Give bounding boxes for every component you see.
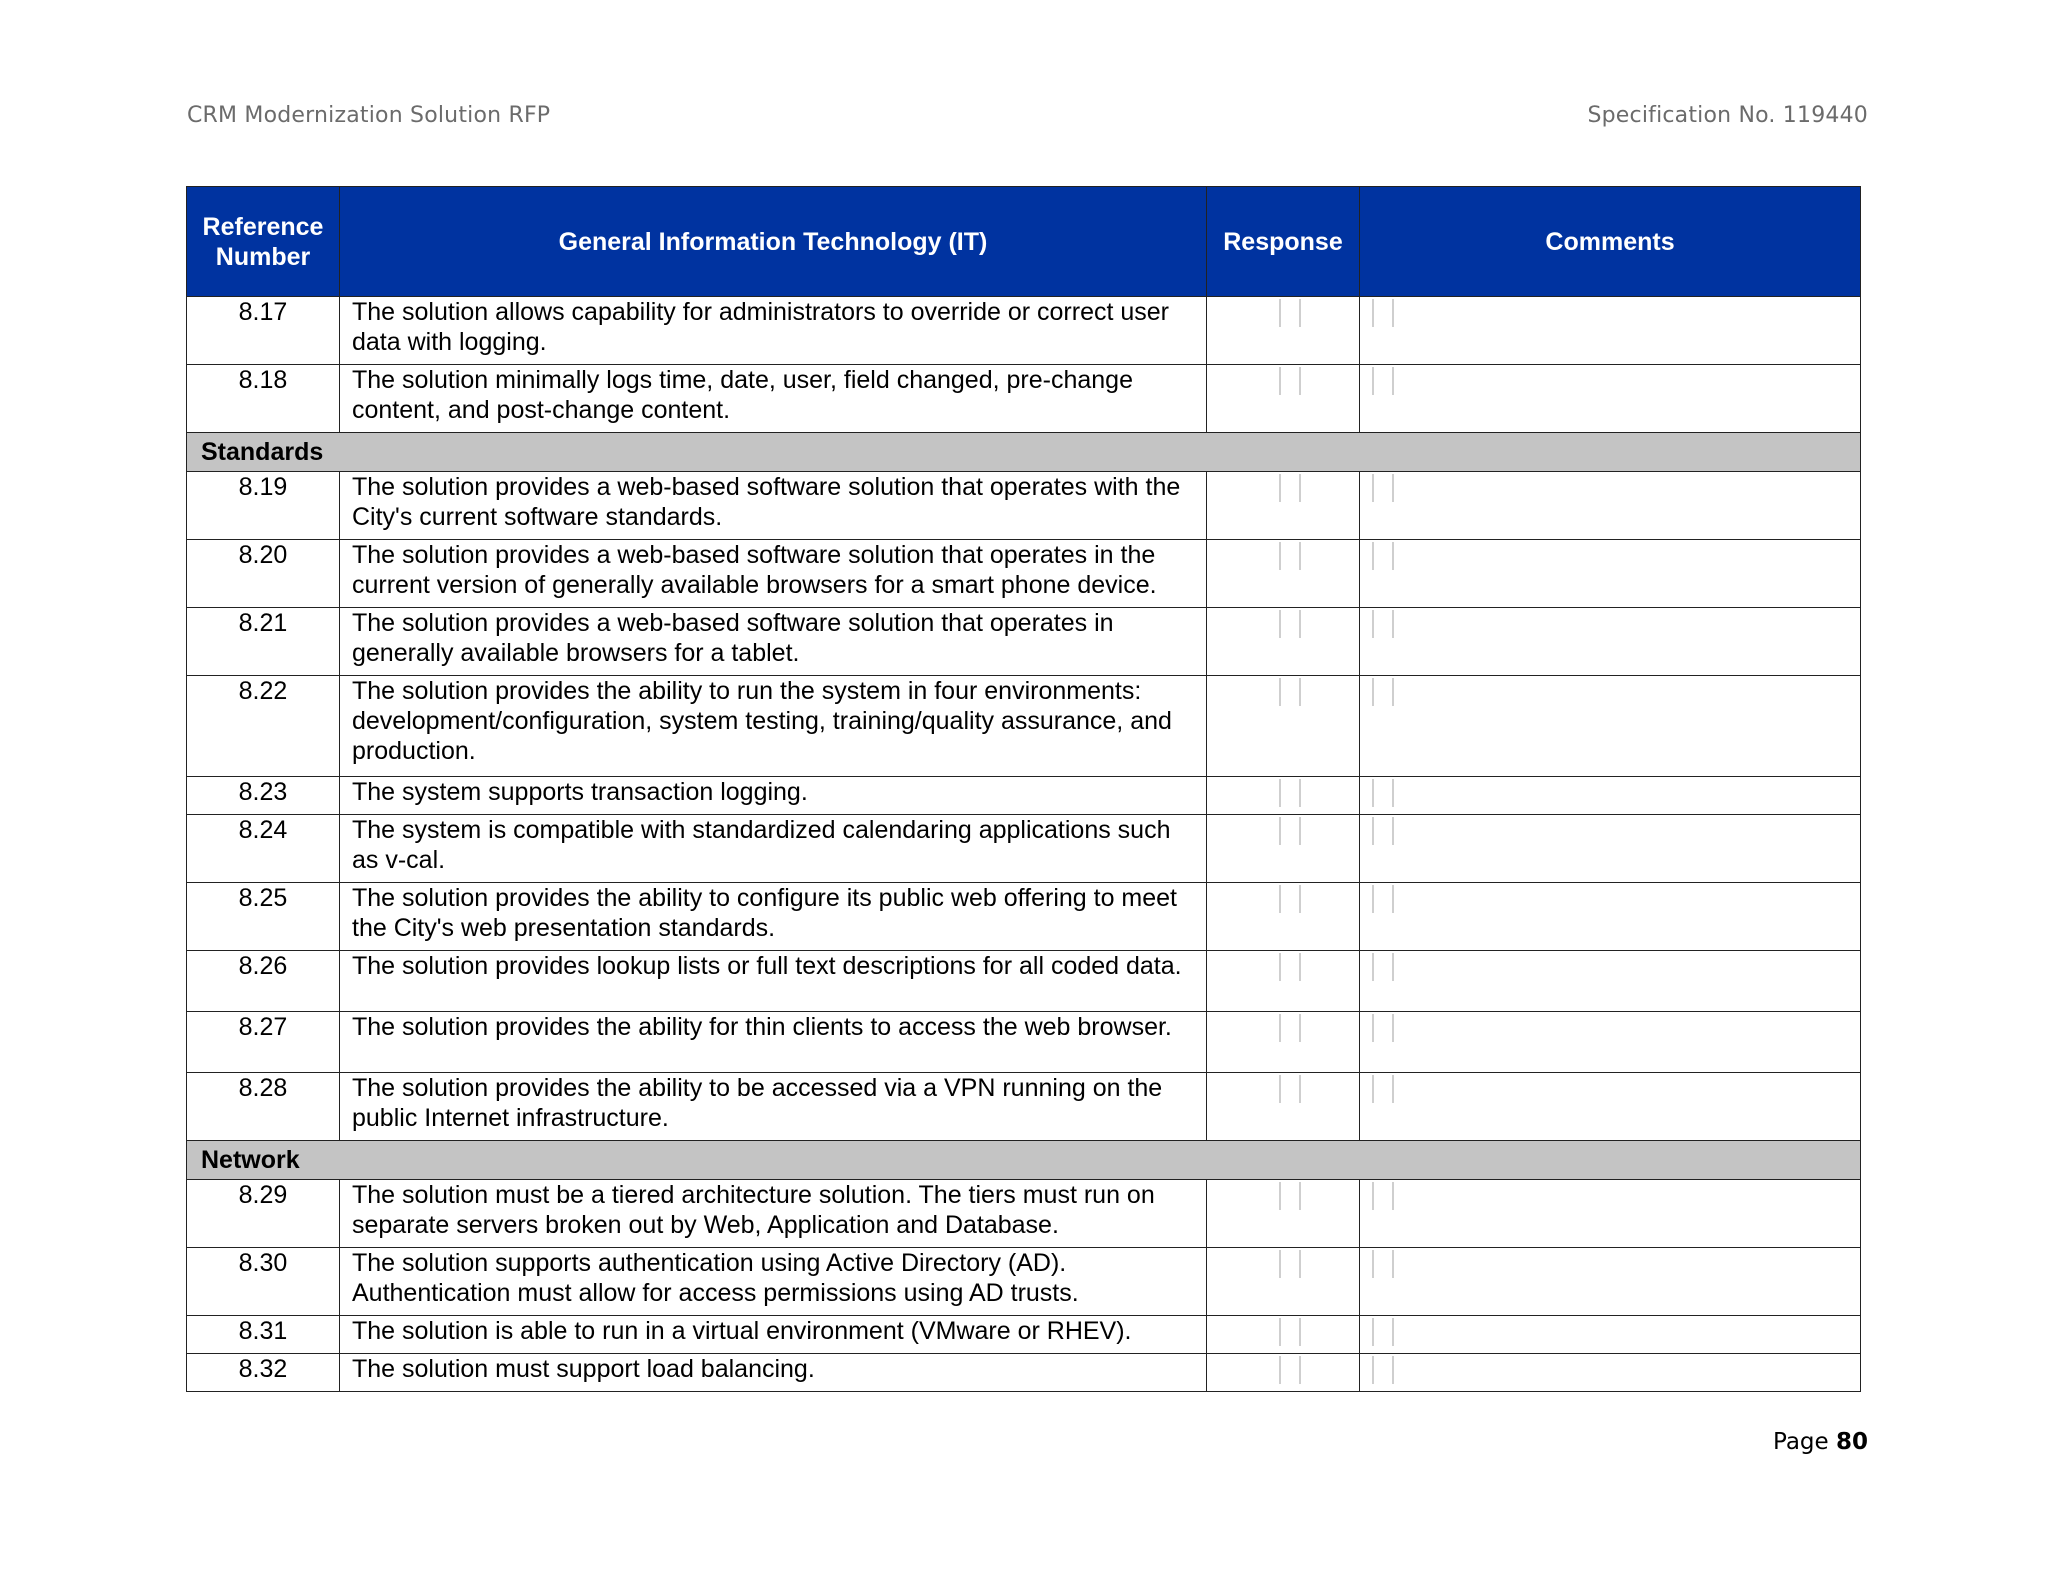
response-cell[interactable] — [1207, 777, 1360, 815]
comments-cell[interactable] — [1360, 815, 1861, 883]
requirements-table — [186, 186, 1861, 1392]
table-row — [187, 951, 1861, 1012]
response-cell[interactable] — [1207, 1012, 1360, 1073]
table-row — [187, 815, 1861, 883]
comments-form-field[interactable] — [1372, 1075, 1394, 1103]
reference-number: 8.22 — [187, 676, 340, 777]
table-row — [187, 1316, 1861, 1354]
response-cell[interactable] — [1207, 1073, 1360, 1141]
comments-cell[interactable] — [1360, 883, 1861, 951]
comments-cell[interactable] — [1360, 1073, 1861, 1141]
table-row — [187, 1248, 1861, 1316]
response-form-field[interactable] — [1279, 1356, 1301, 1384]
reference-number: 8.29 — [187, 1180, 340, 1248]
requirement-description: The solution provides a web-based software solution that operates with the City's current software standards. — [340, 472, 1207, 540]
comments-cell[interactable] — [1360, 1354, 1861, 1392]
table-row — [187, 676, 1861, 777]
response-form-field[interactable] — [1279, 885, 1301, 913]
response-form-field[interactable] — [1279, 474, 1301, 502]
response-cell[interactable] — [1207, 883, 1360, 951]
comments-form-field[interactable] — [1372, 1250, 1394, 1278]
response-cell[interactable] — [1207, 297, 1360, 365]
response-form-field[interactable] — [1279, 817, 1301, 845]
column-header-description: General Information Technology (IT) — [340, 187, 1207, 297]
table-row — [187, 1012, 1861, 1073]
comments-cell[interactable] — [1360, 472, 1861, 540]
response-form-field[interactable] — [1279, 610, 1301, 638]
response-form-field[interactable] — [1279, 678, 1301, 706]
page-label: Page — [1772, 1429, 1829, 1455]
comments-form-field[interactable] — [1372, 299, 1394, 327]
requirement-description: The solution provides a web-based software solution that operates in generally available browsers for a tablet. — [340, 608, 1207, 676]
response-form-field[interactable] — [1279, 542, 1301, 570]
response-cell[interactable] — [1207, 365, 1360, 433]
requirement-description: The solution is able to run in a virtual environment (VMware or RHEV). — [340, 1316, 1207, 1354]
reference-number: 8.31 — [187, 1316, 340, 1354]
section-title: Standards — [187, 433, 1861, 472]
response-cell[interactable] — [1207, 815, 1360, 883]
reference-number: 8.24 — [187, 815, 340, 883]
comments-form-field[interactable] — [1372, 885, 1394, 913]
page-footer — [1773, 1429, 1868, 1455]
response-form-field[interactable] — [1279, 1318, 1301, 1346]
response-cell[interactable] — [1207, 472, 1360, 540]
reference-number: 8.32 — [187, 1354, 340, 1392]
comments-cell[interactable] — [1360, 297, 1861, 365]
response-form-field[interactable] — [1279, 1182, 1301, 1210]
table-row — [187, 608, 1861, 676]
response-form-field[interactable] — [1279, 367, 1301, 395]
table-row — [187, 297, 1861, 365]
comments-form-field[interactable] — [1372, 610, 1394, 638]
table-row — [187, 883, 1861, 951]
comments-cell[interactable] — [1360, 1248, 1861, 1316]
requirement-description: The solution provides the ability for thin clients to access the web browser. — [340, 1012, 1207, 1073]
comments-form-field[interactable] — [1372, 1318, 1394, 1346]
reference-number: 8.27 — [187, 1012, 340, 1073]
response-cell[interactable] — [1207, 1180, 1360, 1248]
requirement-description: The solution must support load balancing. — [340, 1354, 1207, 1392]
requirement-description: The solution minimally logs time, date, user, field changed, pre-change content, and post-change content. — [340, 365, 1207, 433]
comments-form-field[interactable] — [1372, 367, 1394, 395]
reference-number: 8.25 — [187, 883, 340, 951]
page-number: 80 — [1835, 1429, 1868, 1455]
requirement-description: The solution provides the ability to be accessed via a VPN running on the public Internet infrastructure. — [340, 1073, 1207, 1141]
requirement-description: The solution provides a web-based software solution that operates in the current version of generally available browsers for a smart phone device. — [340, 540, 1207, 608]
section-title: Network — [187, 1141, 1861, 1180]
comments-form-field[interactable] — [1372, 953, 1394, 981]
response-cell[interactable] — [1207, 1248, 1360, 1316]
requirement-description: The solution provides the ability to configure its public web offering to meet the City's web presentation standards. — [340, 883, 1207, 951]
section-row — [187, 1141, 1861, 1180]
reference-number: 8.23 — [187, 777, 340, 815]
reference-number: 8.28 — [187, 1073, 340, 1141]
document-header-title: CRM Modernization Solution RFP — [187, 103, 551, 128]
reference-number: 8.30 — [187, 1248, 340, 1316]
response-form-field[interactable] — [1279, 779, 1301, 807]
table-row — [187, 1354, 1861, 1392]
table-row — [187, 777, 1861, 815]
comments-cell[interactable] — [1360, 365, 1861, 433]
comments-form-field[interactable] — [1372, 678, 1394, 706]
comments-form-field[interactable] — [1372, 1182, 1394, 1210]
table-row — [187, 365, 1861, 433]
requirement-description: The solution must be a tiered architecture solution. The tiers must run on separate servers broken out by Web, Application and Database. — [340, 1180, 1207, 1248]
comments-cell[interactable] — [1360, 676, 1861, 777]
requirement-description: The solution allows capability for administrators to override or correct user data with logging. — [340, 297, 1207, 365]
reference-number: 8.26 — [187, 951, 340, 1012]
response-form-field[interactable] — [1279, 299, 1301, 327]
comments-form-field[interactable] — [1372, 542, 1394, 570]
document-spec-number: Specification No. 119440 — [1587, 103, 1868, 128]
response-form-field[interactable] — [1279, 1250, 1301, 1278]
requirement-description: The solution provides the ability to run the system in four environments: development/configuration, system testing, training/quality assurance, and production. — [340, 676, 1207, 777]
response-form-field[interactable] — [1279, 1014, 1301, 1042]
column-header-response: Response — [1207, 187, 1360, 297]
comments-cell[interactable] — [1360, 951, 1861, 1012]
comments-cell[interactable] — [1360, 1012, 1861, 1073]
comments-cell[interactable] — [1360, 1180, 1861, 1248]
comments-form-field[interactable] — [1372, 1356, 1394, 1384]
comments-form-field[interactable] — [1372, 817, 1394, 845]
comments-form-field[interactable] — [1372, 474, 1394, 502]
reference-number: 8.21 — [187, 608, 340, 676]
requirements-body — [187, 297, 1861, 1392]
requirement-description: The solution supports authentication using Active Directory (AD). Authentication must allow for access permissions using AD trusts. — [340, 1248, 1207, 1316]
response-cell[interactable] — [1207, 1316, 1360, 1354]
requirement-description: The system is compatible with standardized calendaring applications such as v-cal. — [340, 815, 1207, 883]
comments-cell[interactable] — [1360, 608, 1861, 676]
table-header-row — [187, 187, 1861, 297]
reference-number: 8.17 — [187, 297, 340, 365]
comments-form-field[interactable] — [1372, 1014, 1394, 1042]
reference-number: 8.19 — [187, 472, 340, 540]
response-cell[interactable] — [1207, 951, 1360, 1012]
comments-cell[interactable] — [1360, 1316, 1861, 1354]
table-row — [187, 540, 1861, 608]
reference-number: 8.20 — [187, 540, 340, 608]
column-header-reference: Reference Number — [187, 187, 340, 297]
comments-form-field[interactable] — [1372, 779, 1394, 807]
section-row — [187, 433, 1861, 472]
response-form-field[interactable] — [1279, 953, 1301, 981]
requirement-description: The solution provides lookup lists or full text descriptions for all coded data. — [340, 951, 1207, 1012]
response-cell[interactable] — [1207, 608, 1360, 676]
table-row — [187, 1073, 1861, 1141]
table-row — [187, 472, 1861, 540]
response-cell[interactable] — [1207, 540, 1360, 608]
table-row — [187, 1180, 1861, 1248]
comments-cell[interactable] — [1360, 540, 1861, 608]
response-cell[interactable] — [1207, 1354, 1360, 1392]
column-header-comments: Comments — [1360, 187, 1861, 297]
comments-cell[interactable] — [1360, 777, 1861, 815]
response-cell[interactable] — [1207, 676, 1360, 777]
requirement-description: The system supports transaction logging. — [340, 777, 1207, 815]
response-form-field[interactable] — [1279, 1075, 1301, 1103]
reference-number: 8.18 — [187, 365, 340, 433]
